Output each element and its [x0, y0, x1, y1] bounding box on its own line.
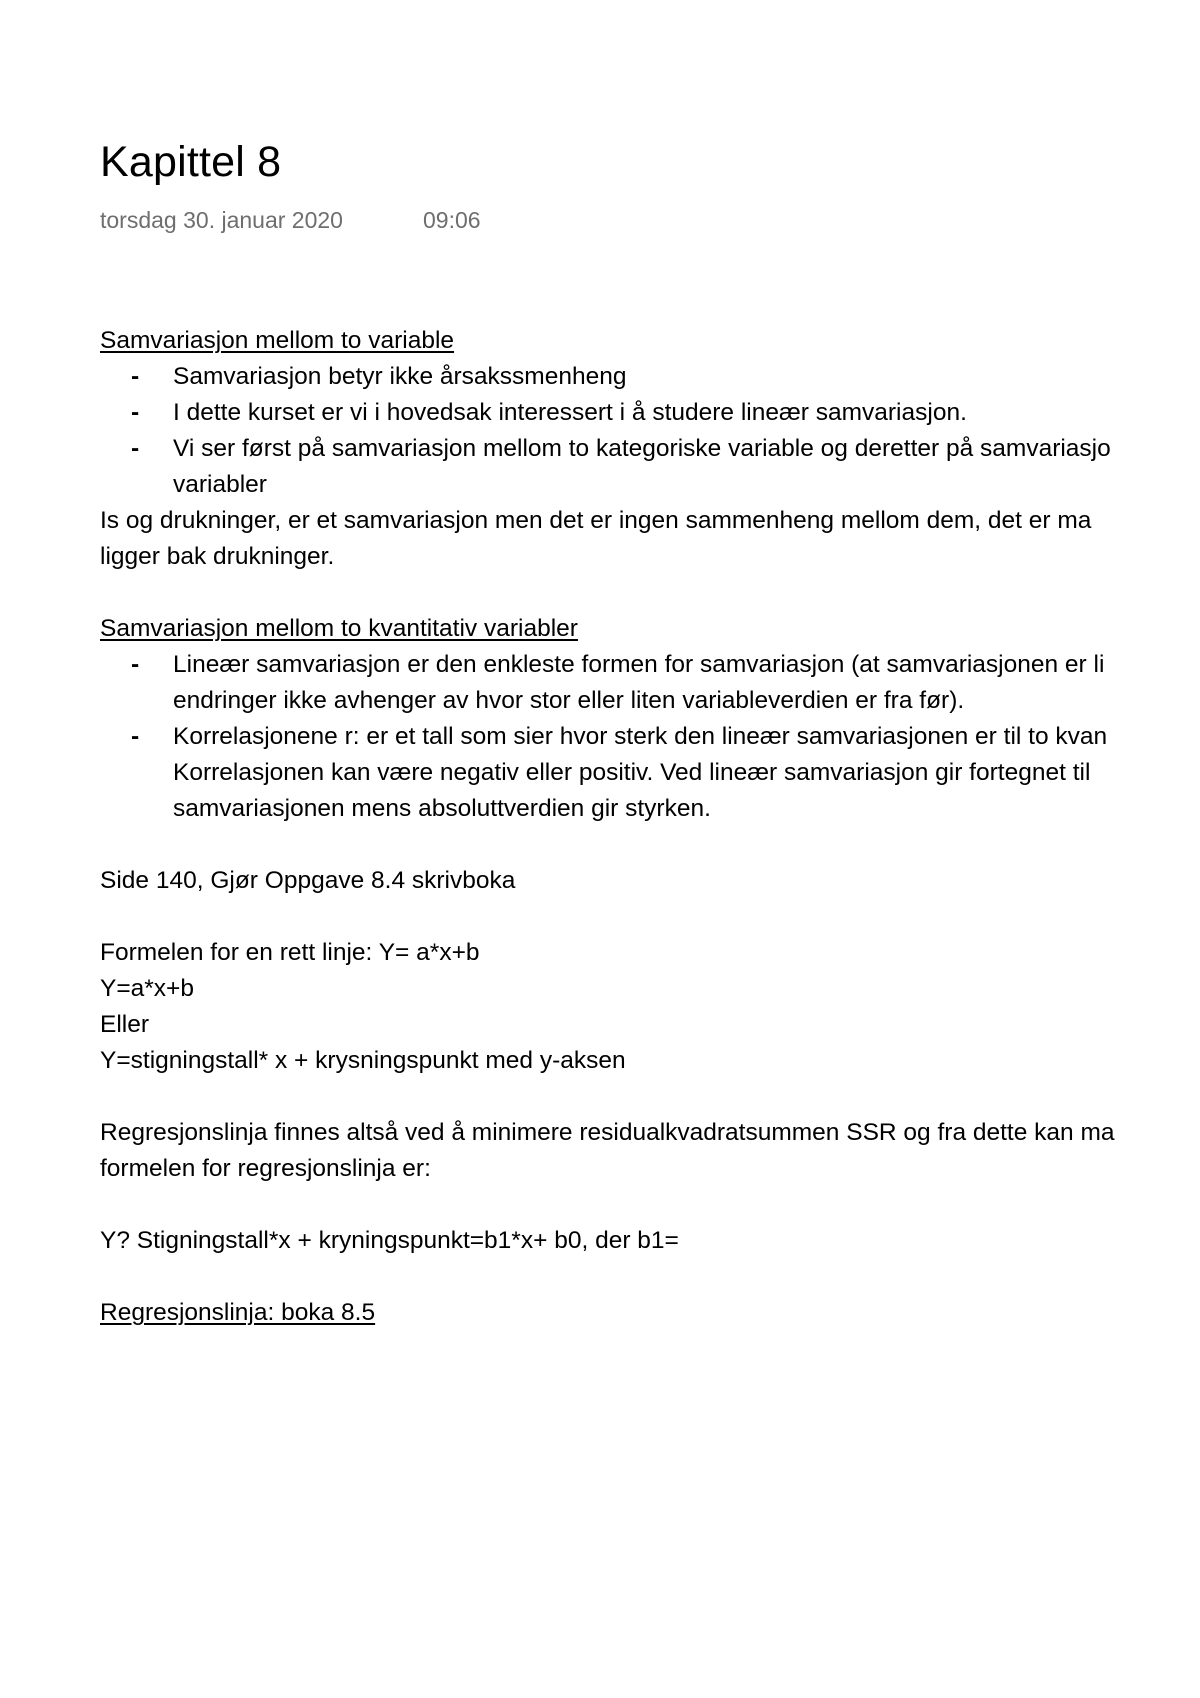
formula-line: Y=stigningstall* x + krysningspunkt med y-aksen — [100, 1047, 626, 1074]
bullet-marker: - — [131, 435, 140, 462]
list-item: Samvariasjon betyr ikke årsakssmenheng — [173, 363, 627, 390]
paragraph-line: Regresjonslinja finnes altså ved å minimere residualkvadratsummen SSR og fra dette kan ma — [100, 1119, 1115, 1146]
paragraph-line: formelen for regresjonslinja er: — [100, 1155, 431, 1182]
list-item: Vi ser først på samvariasjon mellom to kategoriske variable og deretter på samvariasjo — [173, 435, 1111, 462]
bullet-marker: - — [131, 723, 140, 750]
note-date: torsdag 30. januar 2020 — [100, 207, 343, 233]
section-heading-samvariasjon: Samvariasjon mellom to variable — [100, 327, 455, 354]
list-item: Korrelasjonene r: er et tall som sier hvor sterk den lineær samvariasjonen er til to kvan — [173, 723, 1108, 750]
bullet-marker: - — [131, 399, 140, 426]
task-line: Side 140, Gjør Oppgave 8.4 skrivboka — [100, 867, 516, 894]
page-title: Kapittel 8 — [100, 138, 282, 186]
section-heading-kvantitativ: Samvariasjon mellom to kvantitativ variabler — [100, 615, 578, 642]
note-time: 09:06 — [423, 207, 481, 233]
list-item-continuation: endringer ikke avhenger av hvor stor eller liten variableverdien er fra før). — [173, 687, 965, 714]
bullet-marker: - — [131, 363, 140, 390]
formula-line: Y? Stigningstall*x + kryningspunkt=b1*x+ b0, der b1= — [100, 1227, 679, 1254]
paragraph-line: ligger bak drukninger. — [100, 543, 335, 570]
formula-line: Eller — [100, 1011, 150, 1038]
section-heading-regresjonslinja: Regresjonslinja: boka 8.5 — [100, 1299, 376, 1326]
bullet-marker: - — [131, 651, 140, 678]
list-item-continuation: variabler — [173, 471, 267, 498]
formula-line: Formelen for en rett linje: Y= a*x+b — [100, 939, 480, 966]
list-item-continuation: Korrelasjonen kan være negativ eller positiv. Ved lineær samvariasjon gir fortegnet til — [173, 759, 1091, 786]
list-item: I dette kurset er vi i hovedsak interessert i å studere lineær samvariasjon. — [173, 399, 967, 426]
paragraph-line: Is og drukninger, er et samvariasjon men det er ingen sammenheng mellom dem, det er ma — [100, 507, 1092, 534]
list-item-continuation: samvariasjonen mens absoluttverdien gir styrken. — [173, 795, 711, 822]
list-item: Lineær samvariasjon er den enkleste formen for samvariasjon (at samvariasjonen er li — [173, 651, 1105, 678]
formula-line: Y=a*x+b — [100, 975, 194, 1002]
